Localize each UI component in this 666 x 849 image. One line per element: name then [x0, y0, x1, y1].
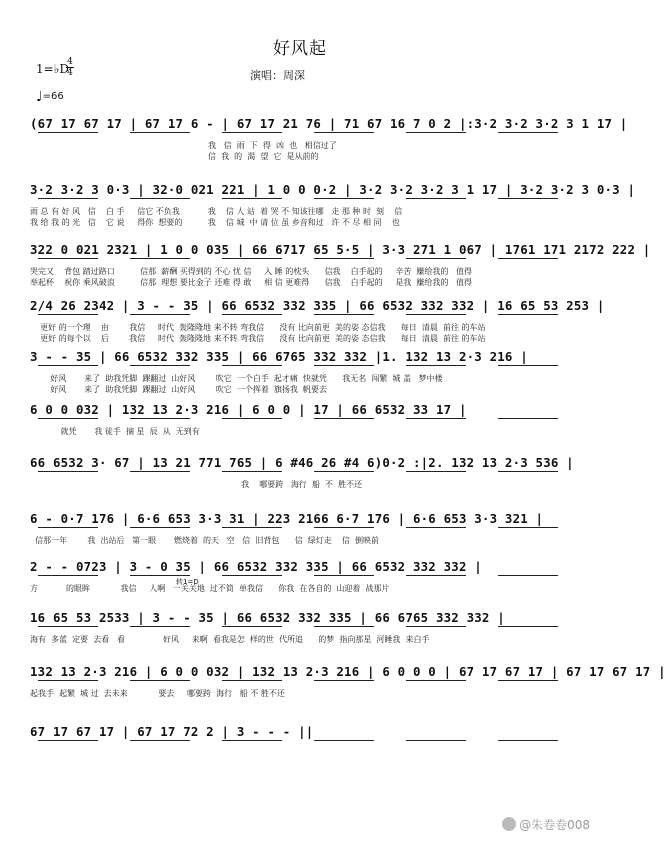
beam-line	[498, 418, 558, 419]
quarter-note-icon: ♩	[36, 89, 43, 105]
notation-text: 67 17 67 17 | 67 17 72 2 | 3 - - - ||	[30, 724, 314, 739]
beam-line	[314, 365, 374, 366]
lyric-line: 起我手 起繁 城 过 去未来 要去 哪要跨 海行 船 不 胜不还	[30, 689, 285, 698]
beam-line	[222, 314, 282, 315]
beam-line	[406, 527, 466, 528]
notation-line	[30, 722, 582, 744]
notation-text: 2/4 26 2342 | 3 - - 35 | 66 6532 332 335 | 66 6532 332 332 | 16 65 53 253 |	[30, 298, 605, 313]
beam-line	[406, 740, 466, 741]
beam-line	[498, 132, 558, 133]
lyric-line: 更好 的每个以 后 我信 时代 轰隆隆地 来不转 弯我信 没有 比向前更 美的姿 态信我 每日 清晨 前往 的车站	[30, 334, 486, 343]
lyric-line: 雨 总 有 好 风 信 白 手 信它 不负我 我 信 人 站 着 哭 不 知该往哪 走 那 种 时 刻 信	[30, 207, 403, 216]
notation-line	[30, 557, 582, 579]
beam-line	[406, 365, 466, 366]
notation-line	[30, 509, 582, 531]
beam-line	[314, 471, 374, 472]
notation-text: 6 - 0·7 176 | 6·6 653 3·3 31 | 223 2166 6·7 176 | 6·6 653 3·3 321 |	[30, 511, 544, 526]
beam-line	[130, 527, 190, 528]
beam-line	[314, 575, 374, 576]
beam-line	[130, 471, 190, 472]
beam-line	[498, 198, 558, 199]
beam-line	[314, 680, 374, 681]
beam-line	[222, 365, 282, 366]
lyric-line: 好风 来了 助我凭脚 踝翻过 山好风 吹它 一个挥着 旗扬我 帆要去	[30, 385, 328, 394]
beam-line	[38, 258, 98, 259]
beam-line	[130, 258, 190, 259]
time-signature-top: 4	[67, 57, 73, 67]
beam-line	[314, 626, 374, 627]
notation-line	[30, 114, 628, 136]
beam-line	[314, 198, 374, 199]
beam-line	[38, 740, 98, 741]
beam-line	[130, 132, 190, 133]
beam-line	[130, 575, 190, 576]
beam-line	[314, 740, 374, 741]
beam-line	[222, 575, 282, 576]
beam-line	[38, 314, 98, 315]
notation-line	[30, 180, 636, 202]
beam-line	[222, 527, 282, 528]
watermark	[502, 816, 590, 833]
beam-line	[222, 626, 282, 627]
notation-text: (67 17 67 17 | 67 17 6 - | 67 17 21 76 | 71 67 16 7 0 2 |:3·2 3·2 3·2 3 1 17 |	[30, 116, 628, 131]
lyric-line: 我 给 我 的 光 信 它 说 得你 想要的 我 信 城 中 请 位 虽 乡音和过 许 不 尽 相 同 也	[30, 218, 400, 227]
beam-line	[314, 258, 374, 259]
beam-line	[38, 680, 98, 681]
beam-line	[498, 740, 558, 741]
beam-line	[406, 314, 466, 315]
beam-line	[222, 418, 282, 419]
notation-text: 132 13 2·3 216 | 6 0 0 032 | 132 13 2·3 216 | 6 0 0 0 | 67 17 67 17 | 67 17 67 17 |	[30, 664, 666, 679]
beam-line	[498, 527, 558, 528]
beam-line	[406, 132, 466, 133]
beam-line	[38, 626, 98, 627]
beam-line	[222, 680, 282, 681]
notation-text: 66 6532 3· 67 | 13 21 771 765 | 6 #46 26 #4 6)0·2 :|2. 132 13 2·3 536 |	[30, 455, 574, 470]
notation-text: 3·2 3·2 3 0·3 | 32·0 021 221 | 1 0 0 0·2 | 3·2 3·2 3·2 3 1 17 | 3·2 3·2 3 0·3 |	[30, 182, 636, 197]
beam-line	[38, 575, 98, 576]
modulation-note: 转1=D	[176, 578, 199, 586]
lyric-line: 更好 的一个理 由 我信 时代 轰隆隆地 来不转 弯我信 没有 比向前更 美的姿 态信我 每日 清晨 前往 的车站	[30, 323, 486, 332]
beam-line	[222, 198, 282, 199]
beam-line	[498, 626, 558, 627]
beam-line	[38, 527, 98, 528]
beam-line	[222, 471, 282, 472]
notation-line	[30, 296, 605, 318]
notation-text: 6 0 0 032 | 132 13 2·3 216 | 6 0 0 | 17 | 66 6532 33 17 |	[30, 402, 467, 417]
beam-line	[314, 527, 374, 528]
beam-line	[130, 740, 190, 741]
beam-line	[498, 471, 558, 472]
watermark-logo-icon	[502, 817, 516, 831]
time-signature-bottom: 4	[67, 68, 73, 78]
beam-line	[130, 418, 190, 419]
beam-line	[406, 258, 466, 259]
notation-text: 3 - - 35 | 66 6532 332 335 | 66 6765 332 332 |1. 132 13 2·3 216 |	[30, 349, 528, 364]
beam-line	[222, 132, 282, 133]
notation-text: 322 0 021 2321 | 1 0 0 035 | 66 6717 65 5·5 | 3·3 271 1 067 | 1761 171 2172 222 |	[30, 242, 651, 257]
beam-line	[130, 365, 190, 366]
beam-line	[38, 471, 98, 472]
beam-line	[38, 198, 98, 199]
lyric-line: 我 哪要跨 海行 船 不 胜不还	[30, 480, 363, 489]
lyric-line: 好风 来了 助我凭脚 踝翻过 山好风 吹它 一个白手 起才痛 快就凭 我无名 闯繁 城 盖 梦中楼	[30, 374, 443, 383]
beam-line	[498, 258, 558, 259]
beam-line	[406, 471, 466, 472]
lyric-line: 信那一年 我 出站后 第一眼 燃烧着 的天 空 信 旧背包 信 绿灯走 信 倒映前	[30, 536, 379, 545]
notation-line	[30, 608, 582, 630]
key-signature: 1=♭D	[36, 62, 69, 76]
notation-line	[30, 662, 666, 684]
beam-line	[498, 680, 558, 681]
beam-line	[406, 575, 466, 576]
beam-line	[130, 314, 190, 315]
lyric-line: 哭完又 背包 踏过路口 信那 薪酬 买得到的 不心 忧 信 入 睡 的枕头 信我 白手起的 辛苦 赚给我的 值得	[30, 267, 473, 276]
beam-line	[406, 198, 466, 199]
time-signature	[66, 57, 74, 78]
notation-line	[30, 240, 651, 262]
notation-text: 2 - - 0723 | 3 - 0 35 | 66 6532 332 335 | 66 6532 332 332 |	[30, 559, 482, 574]
beam-line	[498, 314, 558, 315]
beam-line	[498, 575, 558, 576]
beam-line	[222, 740, 282, 741]
beam-line	[130, 680, 190, 681]
lyric-line: 我 信 雨 下 得 凶 也 相信过了	[30, 141, 337, 150]
beam-line	[130, 626, 190, 627]
lyric-line: 海有 多蓝 定要 去看 看 好风 来啊 看我是怎 样的世 代所追 的梦 指向那星 河睡我 来白手	[30, 635, 430, 644]
singer-credit: 演唱：周深	[250, 69, 305, 82]
beam-line	[314, 314, 374, 315]
lyric-line: 方 的眼眸 我信 人啊 一关关地 过不简 单我信 你我 在各自的 山迎着 战那片	[30, 584, 390, 593]
notation-line	[30, 400, 582, 422]
beam-line	[38, 132, 98, 133]
lyric-line: 信 我 的 渴 望 它 是从前的	[30, 152, 319, 161]
watermark-text: @朱卷卷008	[519, 818, 590, 832]
beam-line	[406, 418, 466, 419]
beam-line	[38, 365, 98, 366]
notation-line	[30, 453, 582, 475]
beam-line	[406, 680, 466, 681]
beam-line	[130, 198, 190, 199]
beam-line	[406, 626, 466, 627]
notation-text: 16 65 53 2533 | 3 - - 35 | 66 6532 332 335 | 66 6765 332 332 |	[30, 610, 505, 625]
notation-line	[30, 347, 582, 369]
beam-line	[222, 258, 282, 259]
tempo-marking	[36, 89, 64, 105]
lyric-line: 就凭 我 徒手 摘 星 辰 从 无到有	[30, 427, 200, 436]
song-title: 好风起	[273, 39, 327, 59]
beam-line	[498, 365, 558, 366]
beam-line	[314, 418, 374, 419]
beam-line	[38, 418, 98, 419]
tempo-value: =66	[42, 91, 64, 102]
lyric-line: 举起杯 祝你 乘风破浪 信那 理想 要比金子 还难 得 敢 相 信 更难得 信我 白手起的 是我 赚给我的 值得	[30, 278, 473, 287]
beam-line	[314, 132, 374, 133]
